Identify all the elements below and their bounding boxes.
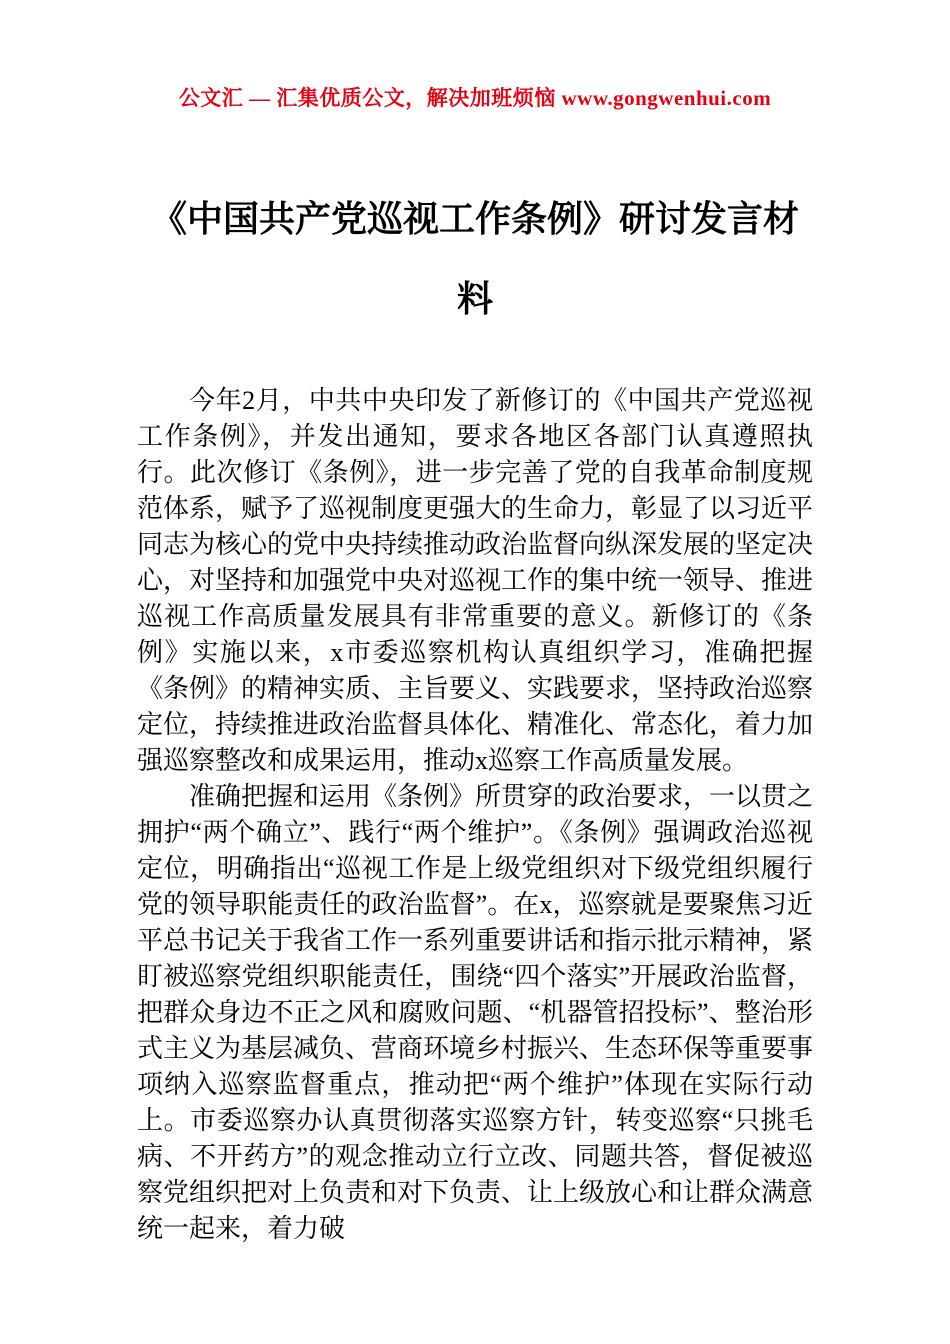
paragraph: 准确把握和运用《条例》所贯穿的政治要求，一以贯之拥护“两个确立”、践行“两个维护”。《条例》强调政治巡视定位，明确指出“巡视工作是上级党组织对下级党组织履行党的领导职能责任的政治监督”。在x，巡察就是要聚焦习近平总书记关于我省工作一系列重要讲话和指示批示精神，紧盯被巡察党组织职能责任，围绕“四个落实”开展政治监督，把群众身边不正之风和腐败问题、“机器管招投标”、整治形式主义为基层减负、营商环境乡村振兴、生态环保等重要事项纳入巡察监督重点，推动把“两个维护”体现在实际行动上。市委巡察办认真贯彻落实巡察方针，转变巡察“只挑毛病、不开药方”的观念推动立行立改、同题共答，督促被巡察党组织把对上负责和对下负责、让上级放心和让群众满意统一起来，着力破 [137,782,814,1243]
paragraph: 今年2月，中共中央印发了新修订的《中国共产党巡视工作条例》，并发出通知，要求各地区各部门认真遵照执行。此次修订《条例》，进一步完善了党的自我革命制度规范体系，赋予了巡视制度更强大的生命力，彰显了以习近平同志为核心的党中央持续推动政治监督向纵深发展的坚定决心，对坚持和加强党中央对巡视工作的集中统一领导、推进巡视工作高质量发展具有非常重要的意义。新修订的《条例》实施以来，x市委巡察机构认真组织学习，准确把握《条例》的精神实质、主旨要义、实践要求，坚持政治巡察定位，持续推进政治监督具体化、精准化、常态化，着力加强巡察整改和成果运用，推动x巡察工作高质量发展。 [137,386,814,775]
document-body [137,383,813,1247]
watermark-text: 公文汇 — 汇集优质公文，解决加班烦恼 www.gongwenhui.com [178,86,772,110]
document-title: 《中国共产党巡视工作条例》研讨发言材料 [150,199,799,319]
